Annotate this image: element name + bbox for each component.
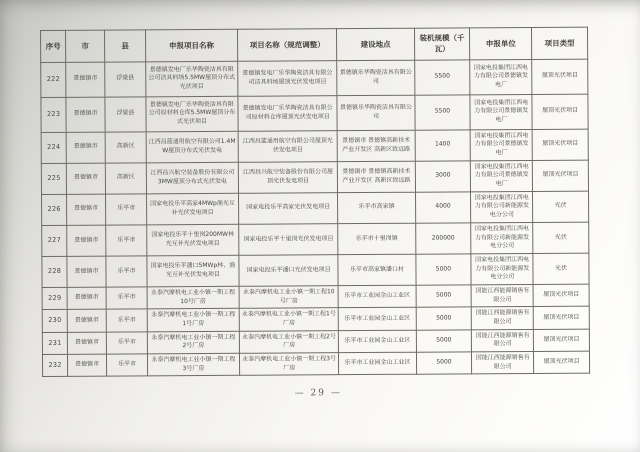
column-header-4: 项目名称（规范调整）	[237, 29, 337, 61]
table-cell: 5000	[415, 254, 471, 285]
table-cell: 景德镇市	[66, 62, 105, 97]
table-cell: 4000	[415, 192, 471, 223]
table-cell: 屋顶光伏项目	[533, 306, 589, 329]
table-cell: 景德镇市	[68, 354, 107, 377]
table-cell: 江西昌兴航空装备股份有限公司3MW屋顶分布式光伏发电	[146, 162, 238, 194]
table-cell: 国家电投集团江西电力有限公司新能源发电分公司	[471, 191, 533, 222]
table-cell: 5000	[416, 352, 472, 375]
table-row	[42, 306, 589, 332]
table-cell: 景德镇发电厂乐华陶瓷洁具有限公司原材料仓库屋顶光伏发电项目	[238, 95, 338, 131]
table-row	[41, 129, 588, 163]
table-cell: 景德镇市	[66, 97, 105, 132]
table-cell: 永泰汽摩机电工业小镇一期工程2号厂房	[147, 331, 239, 354]
table-cell: 国家电投集团江西电力有限公司景德镇发电厂	[470, 94, 532, 129]
table-cell: 乐平市高家镇潘口村	[338, 254, 415, 286]
table-cell: 国家电投乐平高家光伏发电项目	[238, 192, 338, 224]
table-cell: 永泰汽摩机电工业小镇一期工程3号厂房	[147, 353, 239, 376]
table-cell: 屋顶光伏项目	[533, 329, 589, 352]
table-cell: 永泰汽摩机电工业小镇一期工程1号厂房	[239, 308, 339, 331]
table-cell: 乐平市	[106, 256, 147, 287]
table-cell: 国家电投乐平十里岗200MW林光互补光伏发电项目	[147, 224, 239, 256]
table-row	[42, 284, 589, 310]
table-cell: 高新区	[105, 131, 146, 162]
column-header-3: 申报项目名称	[146, 29, 238, 61]
table-cell: 国家电投集团江西电力有限公司景德镇发电厂	[470, 59, 532, 94]
table-cell: 5500	[414, 94, 470, 129]
table-cell: 乐平市	[106, 309, 147, 332]
table-cell: 景德镇市	[67, 225, 106, 256]
table-cell: 国家电投集团江西电力有限公司景德镇发电厂	[471, 160, 533, 191]
table-row	[42, 253, 589, 287]
table-cell: 景德镇市	[67, 287, 106, 310]
table-cell: 国家电投集团江西电力有限公司景德镇发电厂	[470, 129, 532, 160]
table-cell: 屋顶光伏项目	[533, 284, 589, 307]
table-cell: 226	[42, 194, 67, 225]
column-header-7: 申报单位	[470, 27, 532, 59]
table-cell: 景德镇乐华陶瓷洁具有限公司	[337, 95, 414, 131]
table-cell: 永泰汽摩机电工业小镇一期工程10号厂房	[239, 286, 339, 309]
table-cell: 浮梁县	[105, 61, 146, 96]
table-cell: 232	[42, 354, 67, 377]
table-cell: 乐平市工业园金山工业区	[339, 308, 416, 331]
table-cell: 乐平市工业园金山工业区	[339, 330, 416, 353]
table-cell: 乐平市	[106, 225, 147, 256]
table-cell: 231	[42, 332, 67, 355]
table-cell: 景德镇市	[67, 309, 106, 332]
table-cell: 国能江西能源销售有限公司	[471, 284, 533, 307]
table-cell: 国家电投乐平潘口5MWp林、渔光互补光伏发电项目	[147, 255, 239, 287]
table-row	[41, 94, 588, 132]
table-row	[42, 222, 589, 256]
column-header-5: 建设地点	[337, 28, 414, 60]
table-cell: 景德镇市	[68, 332, 107, 355]
table-cell: 高新区	[105, 163, 146, 194]
table-cell: 国家电投乐平十里岗光伏发电项目	[239, 223, 339, 255]
table-cell: 永泰汽摩机电工业小镇一期工程2号厂房	[239, 330, 339, 353]
table-cell: 国家电投集团江西电力有限公司新能源发电分公司	[471, 253, 533, 284]
column-header-1: 市	[66, 30, 105, 62]
table-cell: 乐平市	[106, 287, 147, 310]
table-cell: 1400	[415, 129, 471, 160]
table-cell: 3000	[415, 161, 471, 192]
table-cell: 225	[41, 163, 66, 194]
table-row	[41, 59, 588, 97]
table-cell: 光伏	[533, 253, 589, 284]
table-cell: 200000	[415, 223, 471, 254]
table-cell: 5500	[414, 59, 470, 94]
page-number: — 29 —	[294, 388, 342, 399]
table-cell: 222	[41, 62, 66, 97]
table-cell: 223	[41, 97, 66, 132]
table-cell: 景德镇市 景德镇高新技术产业开发区 高新区致远路	[338, 130, 415, 162]
table-cell: 乐平市	[106, 332, 147, 355]
table-cell: 永泰汽摩机电工业小镇一期工程1号厂房	[147, 309, 239, 332]
table-cell: 乐平市十里岗镇	[338, 223, 415, 255]
column-header-0: 序号	[41, 30, 66, 62]
table-cell: 景德镇发电厂乐华陶瓷洁具有限公司洁具料场屋顶光伏发电项目	[238, 60, 338, 96]
table-cell: 227	[42, 225, 67, 256]
table-cell: 国能江西能源销售有限公司	[472, 329, 534, 352]
table-cell: 5000	[416, 307, 472, 330]
table-cell: 乐平市	[105, 194, 146, 225]
column-header-6: 装机规模（千瓦）	[414, 28, 470, 60]
table-row	[42, 329, 589, 355]
table-cell: 5000	[416, 285, 472, 308]
table-cell: 乐平市工业园金山工业区	[339, 285, 416, 308]
table-cell: 屋顶光伏项目	[532, 129, 588, 160]
table-cell: 江西昌蓝通用航空有限公司屋顶光伏发电项目	[238, 130, 338, 162]
table-cell: 228	[42, 256, 67, 287]
table-cell: 乐平市工业园金山工业区	[339, 352, 416, 375]
table-cell: 光伏	[533, 191, 589, 222]
table-cell: 国家电投乐平高家4MWp渔光互补光伏发电项目	[147, 193, 239, 225]
table-row	[42, 351, 589, 377]
table-cell: 国能江西能源销售有限公司	[472, 352, 534, 375]
column-header-8: 项目类型	[532, 27, 588, 59]
table-cell: 国家电投集团江西电力有限公司新能源发电分公司	[471, 222, 533, 253]
table-cell: 屋顶光伏项目	[534, 351, 590, 374]
table-cell: 5000	[416, 330, 472, 353]
table-cell: 永泰汽摩机电工业小镇一期工程10号厂房	[147, 286, 239, 309]
project-table	[40, 27, 590, 378]
table-cell: 景德镇发电厂乐华陶瓷洁具有限公司洁具料场5.5MW屋顶分布式光伏项目	[146, 61, 238, 97]
table-cell: 永泰汽摩机电工业小镇一期工程3号厂房	[239, 353, 339, 376]
table-cell: 景德镇市	[66, 163, 105, 194]
table-cell: 景德镇市	[67, 194, 106, 225]
table-cell: 230	[42, 310, 67, 333]
table-cell: 屋顶光伏项目	[532, 94, 588, 129]
column-header-2: 县	[104, 30, 145, 62]
table-cell: 224	[41, 132, 66, 163]
table-cell: 乐平市高家镇	[338, 192, 415, 224]
table-cell: 229	[42, 287, 67, 310]
table-cell: 景德镇市 景德镇高新技术产业开发区 高新区致远路	[338, 161, 415, 193]
table-cell: 江西昌兴航空装备股份有限公司屋顶光伏发电项目	[238, 161, 338, 193]
table-row	[42, 191, 589, 225]
table-cell: 景德镇发电厂乐华陶瓷洁具有限公司原材料仓库5.5MW屋顶分布式光伏项目	[146, 96, 238, 132]
table-header-row	[41, 27, 588, 62]
table-cell: 屋顶光伏项目	[532, 160, 588, 191]
table-cell: 国能江西能源销售有限公司	[472, 307, 534, 330]
table-cell: 国家电投乐平潘口光伏发电项目	[239, 255, 339, 287]
table-cell: 屋顶光伏项目	[532, 59, 588, 94]
table-cell: 浮梁县	[105, 96, 146, 131]
table-cell: 光伏	[533, 222, 589, 253]
table-cell: 景德镇市	[66, 132, 105, 163]
table-row	[41, 160, 588, 194]
table-cell: 景德镇乐华陶瓷洁具有限公司	[337, 60, 414, 96]
table-cell: 景德镇市	[67, 256, 106, 287]
table-cell: 乐平市	[106, 354, 147, 377]
document-sheet	[40, 27, 594, 401]
table-cell: 江西昌蓝通用航空有限公司1.4MW屋顶分布式光伏发电	[146, 131, 238, 163]
